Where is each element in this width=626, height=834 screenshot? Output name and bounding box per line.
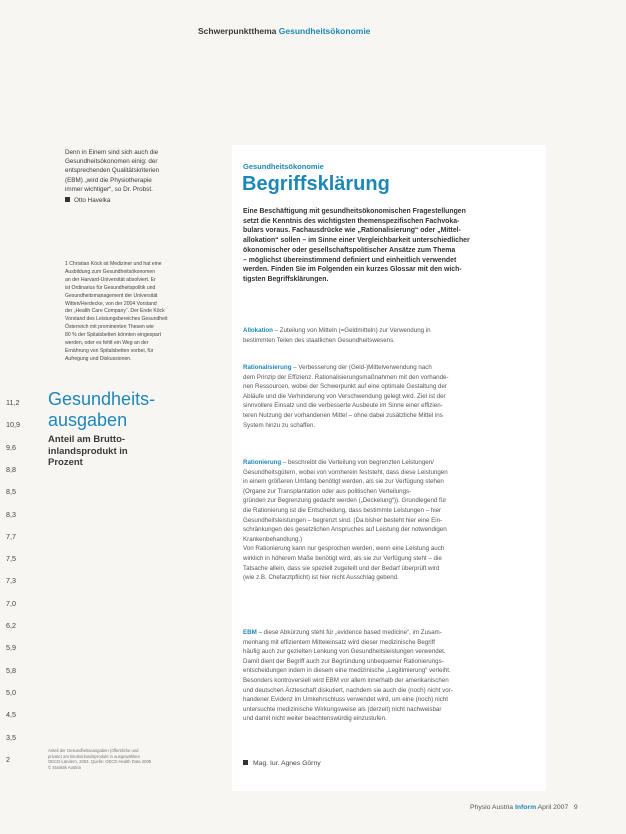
footnote-line: Österreich mit prominenten Thesen wie <box>65 324 154 331</box>
entry-line: Damit dient der Begriff auch zur Begründung unbequemer Rationierungs- <box>243 657 444 665</box>
glossary-entry-ebm <box>243 628 531 724</box>
entry-line <box>243 363 531 373</box>
chart-tick-label: 9,6 <box>6 442 16 452</box>
glossary-entry-allokation <box>243 326 531 345</box>
glossary-term: Rationalisierung <box>243 364 292 371</box>
footer-brand: Inform <box>514 804 537 811</box>
entry-line: und deutschen Ärzteschaft diskutiert, nachdem sie auch die (noch) nicht vor- <box>243 686 453 694</box>
glossary-term: EBM <box>243 629 257 636</box>
chart-source <box>48 748 198 770</box>
entry-line: (wie z.B. Chefarztpflicht) ist hier nicht Ausschlag gebend. <box>243 574 399 582</box>
intro-line: setzt die Kenntnis des wichtigsten themenspezifischen Fachvoka- <box>243 217 460 225</box>
chart-tick-label: 2 <box>6 754 10 764</box>
author-line <box>65 196 210 205</box>
chart-title-line: ausgaben <box>48 410 128 430</box>
entry-line: (Organe zur Transplantation oder aus politischen Verteilungs- <box>243 487 412 495</box>
chart-tick-label: 11,2 <box>6 398 20 407</box>
footnote-line: Aufregung und Diskussionen. <box>65 355 132 362</box>
page-number: 9 <box>573 804 578 811</box>
chart-tick-label: 8,3 <box>6 509 16 519</box>
entry-line: Krankenbehandlung.) <box>243 535 303 543</box>
entry-line: Gesundheitsleistungen – begrenzt sind. (Da bisher besteht hier eine Ein- <box>243 516 443 524</box>
text-line: Gesundheitsökonomen einig: der <box>65 158 158 166</box>
section-header <box>198 26 370 36</box>
entry-line: sinnvollere Einsatz und die verbesserte Ausbeute im Sinne einer effizien- <box>243 402 443 410</box>
text-line: immer wichtiger“, so Dr. Probst. <box>65 185 153 193</box>
footer-issue: April 2007 <box>537 804 569 811</box>
intro-line: ökonomischer oder gesellschaftspolitischer Ansätze zum Thema <box>243 246 456 254</box>
chart-tick-label: 7,3 <box>6 576 16 586</box>
entry-line: Abläufe und die Verhinderung von Verschwendung gelegt wird. Ziel ist der <box>243 392 446 400</box>
source-line: Anteil der Gesundheitsausgaben (öffentliche und <box>48 748 139 753</box>
chart-title-line: Gesundheits- <box>48 389 156 409</box>
left-column-text <box>65 148 210 205</box>
entry-line <box>243 458 531 468</box>
panel-intro <box>243 207 530 285</box>
page-footer <box>470 804 578 811</box>
intro-line: tigsten Begriffsklärungen. <box>243 275 329 283</box>
entry-line <box>243 326 531 336</box>
chart-subtitle-line: inlandsprodukt in <box>48 445 128 457</box>
chart-tick-label: 8,8 <box>6 464 16 474</box>
source-line: private) am Bruttoinlandsprodukt in ausgewählten <box>48 753 140 759</box>
footnote-line: 1 Christian Köck ist Mediziner und hat eine <box>65 261 162 267</box>
intro-line: allokation“ sollen – im Sinne einer Vergleichbarkeit unterschiedlicher <box>243 237 470 245</box>
footnote-line: werden, oder es fehlt ein Weg an der <box>65 340 149 347</box>
entry-line: Gesundheitsgütern, wobei von vornherein feststeht, dass diese Leistungen <box>243 468 448 476</box>
byline-author: Mag. Iur. Agnes Görny <box>253 760 321 767</box>
entry-text: – beschreibt die Verteilung von begrenzten Leistungen/ <box>281 459 434 466</box>
entry-line: schränkungen des gesetzlichen Anspruches auf Leistung der notwendigen <box>243 526 447 534</box>
chart-subtitle <box>48 434 128 469</box>
source-line: © Statistik Austria <box>48 764 81 770</box>
footer-publication: Physio Austria <box>470 804 514 811</box>
footnote-line: 80 % der Spitalsbetten könnten eingespart <box>65 332 161 339</box>
intro-line: werden. Finden Sie im Folgenden ein kurzes Glossar mit den wich- <box>243 266 462 274</box>
panel-kicker: Gesundheitsökonomie <box>243 162 324 171</box>
source-line: OECD-Ländern, 2003. Quelle: OECD Health Data 2005 <box>48 759 152 764</box>
text-line: entsprechenden Qualitätskriterien <box>65 167 160 175</box>
footnote-line: Gesundheitsmanagement der Universität <box>65 292 158 299</box>
footnote <box>65 261 215 364</box>
panel-title: Begriffsklärung <box>242 173 390 195</box>
entry-line: entscheidungen indem in diesem eine medizinische „Legitimierung“ verleiht. <box>243 667 451 675</box>
entry-line: bestimmten Teilen des staatlichen Gesundheitswesens. <box>243 336 395 344</box>
entry-line: in einem größeren Umfang benötigt werden, als sie zur Verfügung stehen <box>243 478 444 486</box>
entry-line: dem Prinzip der Effizienz. Rationalisierungsmaßnahmen mit den vorhande- <box>243 373 449 381</box>
footnote-line: Witten/Herdecke, von der 2004 Vorstand <box>65 300 157 307</box>
footnote-line: ist Ordinarius für Gesundheitspolitik und <box>65 284 156 291</box>
chart-tick-label: 7,7 <box>6 531 16 541</box>
glossary-term: Rationierung <box>243 459 282 466</box>
entry-line: handener Evidenz im Umkehrschluss verwendet wird, um eine (noch) nicht <box>243 696 448 704</box>
chart-tick-label: 5,0 <box>6 687 16 697</box>
section-topic: Gesundheitsökonomie <box>278 26 371 36</box>
entry-line: gründen zur Begrenzung gedacht werden („Deckelung“)). Grundlegend für <box>243 497 447 505</box>
chart-tick-label: 10,9 <box>6 420 20 430</box>
entry-line: untersuchte medizinische Wirkungsweise als (derzeit) nicht nachweisbar <box>243 705 442 713</box>
chart-tick-label: 5,8 <box>6 665 16 675</box>
entry-line: häufig auch zur gezielten Lenkung von Gesundheitsleistungen verwendet. <box>243 648 446 656</box>
entry-line: teren Nutzung der vorhandenen Mittel – ohne dabei zusätzliche Mittel ins <box>243 411 443 419</box>
entry-line: System hinzu zu schaffen. <box>243 421 316 429</box>
chart-tick-label: 7,5 <box>6 554 16 564</box>
text-line: (EBM) „wird die Physiotherapie <box>65 176 152 184</box>
intro-line: bulars voraus. Fachausdrücke wie „Rationalisierung“ oder „Mittel- <box>243 227 461 235</box>
chart-tick-label: 8,5 <box>6 487 16 497</box>
byline <box>243 760 321 767</box>
entry-line: nen Ressourcen, wobei der Schwerpunkt auf eine optimale Gestaltung der <box>243 383 447 391</box>
footnote-line: an der Harvard-Universität absolviert. Er <box>65 276 156 283</box>
chart-tick-label: 5,9 <box>6 643 16 653</box>
footnote-line: Ernährung von Spitalsbetten vorbei, für <box>65 347 154 354</box>
entry-text: – diese Abkürzung steht für „evidence based medicine“, im Zusam- <box>256 629 442 636</box>
bullet-square-icon <box>243 760 248 765</box>
footnote-line: Vorstand des Leistungsbereiches Gesundheit <box>65 316 168 323</box>
entry-line: Von Rationierung kann nur gesprochen werden, wenn eine Leistung auch <box>243 545 445 553</box>
chart-title <box>48 389 155 431</box>
intro-line: – möglichst übereinstimmend definiert und einheitlich verwendet <box>243 256 457 264</box>
intro-line: Eine Beschäftigung mit gesundheitsökonomischen Fragestellungen <box>243 208 466 215</box>
bullet-square-icon <box>65 197 70 202</box>
glossary-entry-rationalisierung <box>243 363 531 430</box>
entry-line: Besonders kontroversiell wird EBM vor allem innerhalb der amerikanischen <box>243 676 449 684</box>
glossary-entry-rationierung <box>243 458 531 583</box>
footnote-line: der „Health Care Company“. Der Ende Köck <box>65 308 165 315</box>
entry-line <box>243 628 531 638</box>
chart-subtitle-line: Prozent <box>48 457 83 468</box>
chart-tick-label: 4,5 <box>6 710 16 720</box>
chart-tick-label: 3,5 <box>6 732 16 742</box>
chart-tick-label: 6,2 <box>6 621 16 630</box>
entry-line: Tatsache allein, dass sie speziell zugeteilt und der Bedarf überprüft wird <box>243 564 440 572</box>
section-label: Schwerpunktthema <box>198 26 277 36</box>
entry-text: – Zuteilung von Mitteln (=Geldmitteln) zur Verwendung in <box>272 327 431 334</box>
entry-line: menhang mit effizientem Mitteleinsatz wird dieser medizinische Begriff <box>243 638 436 646</box>
author-name: Otto Havelka <box>74 197 111 205</box>
footnote-line: Ausbildung zum Gesundheitsökonomen <box>65 268 156 275</box>
entry-line: und damit nicht weiter beachtenswürdig einzustufen. <box>243 715 387 723</box>
entry-line: die Rationierung ist die Entscheidung, dass bestimmte Leistungen – hier <box>243 506 442 514</box>
entry-text: – Verbesserung der (Geld-)Mittelverwendung nach <box>291 364 432 371</box>
chart-subtitle-line: Anteil am Brutto- <box>48 434 126 445</box>
text-line: Denn in Einem sind sich auch die <box>65 149 159 156</box>
chart-tick-label: 7,0 <box>6 598 16 608</box>
entry-line: wirklich in höherem Maße benötigt wird, als sie zur Verfügung steht – die <box>243 554 442 562</box>
glossary-term: Allokation <box>243 327 273 334</box>
